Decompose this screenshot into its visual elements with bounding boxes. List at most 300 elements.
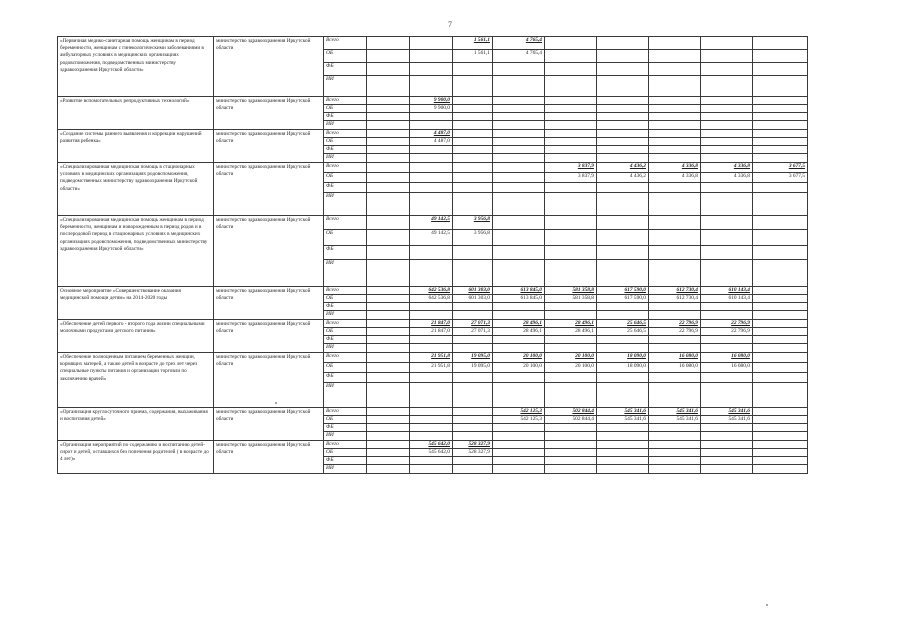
funding-source-label: ОБ	[324, 50, 367, 63]
amount-cell	[753, 320, 808, 328]
amount-cell	[597, 441, 649, 449]
funding-source-label: ИИ	[324, 432, 367, 441]
amount-cell	[545, 336, 597, 344]
amount-cell: 542 125,3	[493, 416, 545, 424]
amount-cell	[649, 230, 701, 246]
amount-cell: 16 080,0	[701, 353, 753, 363]
amount-cell	[493, 216, 545, 230]
amount-cell: 9 900,0	[410, 105, 453, 113]
funding-source-label: ИИ	[324, 465, 367, 474]
amount-cell	[367, 465, 410, 474]
amount-cell	[597, 63, 649, 76]
amount-cell: 612 730,4	[649, 287, 701, 295]
amount-cell: 16 080,0	[649, 353, 701, 363]
amount-cell	[545, 130, 597, 138]
amount-cell	[701, 424, 753, 432]
amount-cell	[410, 37, 453, 50]
amount-cell	[410, 408, 453, 416]
funding-source-label: ОБ	[324, 363, 367, 373]
amount-cell: 28 496,1	[493, 320, 545, 328]
amount-cell	[753, 246, 808, 260]
amount-cell	[649, 97, 701, 105]
amount-cell: 4 487,0	[410, 130, 453, 138]
amount-cell	[453, 163, 493, 173]
amount-cell	[701, 260, 753, 287]
amount-cell	[597, 121, 649, 130]
amount-cell	[410, 154, 453, 163]
amount-cell	[493, 63, 545, 76]
responsible-executor: министерство здравоохранения Иркутской области	[214, 163, 324, 216]
amount-cell	[597, 424, 649, 432]
funding-source-label: ИИ	[324, 383, 367, 408]
amount-cell	[701, 465, 753, 474]
amount-cell	[453, 336, 493, 344]
program-description: «Обеспечение полноценным питанием беременных женщин, кормящих матерей, а также детей в возрасте до трех лет через специальные пункты питания и организации торговли по заключению врачей»	[58, 353, 214, 408]
funding-source-label: ОБ	[324, 328, 367, 336]
amount-cell: 20 100,0	[545, 363, 597, 373]
amount-cell	[753, 130, 808, 138]
amount-cell: 4 436,2	[597, 163, 649, 173]
responsible-executor: министерство здравоохранения Иркутской области	[214, 216, 324, 287]
amount-cell	[753, 449, 808, 457]
amount-cell: 610 143,4	[701, 287, 753, 295]
amount-cell	[753, 138, 808, 146]
amount-cell	[493, 303, 545, 311]
amount-cell	[493, 260, 545, 287]
amount-cell	[367, 311, 410, 320]
amount-cell	[649, 373, 701, 383]
funding-source-label: Всего	[324, 130, 367, 138]
amount-cell	[545, 97, 597, 105]
amount-cell	[545, 246, 597, 260]
amount-cell: 18 090,0	[597, 363, 649, 373]
amount-cell	[545, 465, 597, 474]
amount-cell	[367, 246, 410, 260]
scan-speck	[275, 402, 277, 404]
amount-cell	[701, 76, 753, 97]
amount-cell	[453, 113, 493, 121]
amount-cell	[410, 246, 453, 260]
amount-cell	[367, 50, 410, 63]
amount-cell	[453, 246, 493, 260]
amount-cell	[753, 260, 808, 287]
amount-cell	[701, 183, 753, 193]
amount-cell	[753, 465, 808, 474]
amount-cell: 4 765,4	[493, 50, 545, 63]
funding-source-label: ФБ	[324, 246, 367, 260]
amount-cell	[410, 183, 453, 193]
amount-cell	[597, 260, 649, 287]
amount-cell	[410, 373, 453, 383]
amount-cell	[367, 163, 410, 173]
amount-cell	[367, 193, 410, 216]
amount-cell	[753, 383, 808, 408]
amount-cell	[597, 344, 649, 353]
amount-cell	[753, 216, 808, 230]
amount-cell	[367, 230, 410, 246]
amount-cell: 545 642,0	[410, 441, 453, 449]
amount-cell	[367, 424, 410, 432]
amount-cell: 21 847,0	[410, 320, 453, 328]
amount-cell	[493, 154, 545, 163]
amount-cell	[701, 154, 753, 163]
amount-cell	[701, 311, 753, 320]
amount-cell	[545, 432, 597, 441]
amount-cell	[453, 303, 493, 311]
funding-source-label: ФБ	[324, 373, 367, 383]
amount-cell	[649, 113, 701, 121]
amount-cell: 4 336,8	[649, 173, 701, 183]
amount-cell: 18 090,0	[597, 353, 649, 363]
funding-source-label: Всего	[324, 320, 367, 328]
amount-cell	[493, 457, 545, 465]
amount-cell	[649, 146, 701, 154]
program-description: «Организация мероприятий по содержанию и воспитанию детей-сирот и детей, оставшихся без попечения родителей ( в возрасте до 4 лет)»	[58, 441, 214, 474]
amount-cell	[545, 344, 597, 353]
amount-cell	[545, 113, 597, 121]
funding-source-label: ОБ	[324, 230, 367, 246]
amount-cell	[453, 154, 493, 163]
amount-cell: 27 071,3	[453, 320, 493, 328]
funding-source-label: ФБ	[324, 303, 367, 311]
amount-cell	[367, 173, 410, 183]
amount-cell	[649, 138, 701, 146]
amount-cell	[367, 105, 410, 113]
amount-cell	[410, 113, 453, 121]
amount-cell	[753, 424, 808, 432]
funding-source-label: ФБ	[324, 336, 367, 344]
amount-cell	[545, 138, 597, 146]
amount-cell	[649, 336, 701, 344]
amount-cell	[545, 63, 597, 76]
amount-cell	[649, 154, 701, 163]
amount-cell	[453, 416, 493, 424]
responsible-executor: министерство здравоохранения Иркутской области	[214, 287, 324, 320]
amount-cell	[545, 146, 597, 154]
amount-cell: 4 765,4	[493, 37, 545, 50]
amount-cell	[597, 146, 649, 154]
amount-cell	[367, 138, 410, 146]
amount-cell: 502 844,4	[545, 416, 597, 424]
amount-cell	[753, 441, 808, 449]
amount-cell	[597, 76, 649, 97]
amount-cell	[453, 63, 493, 76]
amount-cell: 3 837,9	[545, 163, 597, 173]
amount-cell	[545, 303, 597, 311]
amount-cell	[493, 121, 545, 130]
amount-cell	[367, 130, 410, 138]
program-description: Основное мероприятие «Совершенствование оказания медицинской помощи детям» на 2014-2020 годы	[58, 287, 214, 320]
amount-cell	[493, 113, 545, 121]
amount-cell	[597, 193, 649, 216]
amount-cell	[597, 105, 649, 113]
amount-cell	[753, 230, 808, 246]
amount-cell: 545 341,6	[649, 416, 701, 424]
amount-cell: 3 956,8	[453, 230, 493, 246]
amount-cell	[597, 216, 649, 230]
program-description: «Обеспечение детей первого - второго года жизни специальными молочными продуктами детского питания»	[58, 320, 214, 353]
amount-cell	[367, 363, 410, 373]
responsible-executor: министерство здравоохранения Иркутской области	[214, 441, 324, 474]
amount-cell	[410, 424, 453, 432]
funding-source-label: Всего	[324, 97, 367, 105]
amount-cell	[597, 130, 649, 138]
page-number: 7	[448, 20, 452, 29]
amount-cell	[410, 465, 453, 474]
amount-cell: 20 100,0	[545, 353, 597, 363]
program-row-total	[58, 320, 808, 328]
amount-cell	[410, 146, 453, 154]
amount-cell	[753, 63, 808, 76]
amount-cell: 1 561,1	[453, 50, 493, 63]
amount-cell	[597, 246, 649, 260]
amount-cell	[597, 113, 649, 121]
amount-cell	[545, 441, 597, 449]
amount-cell	[367, 295, 410, 303]
amount-cell	[493, 97, 545, 105]
program-row-total	[58, 97, 808, 105]
amount-cell: 20 100,0	[493, 363, 545, 373]
amount-cell	[493, 183, 545, 193]
amount-cell: 4 487,0	[410, 138, 453, 146]
funding-source-label: ФБ	[324, 146, 367, 154]
program-description: «Организация круглосуточного приема, содержания, выхаживания и воспитания детей»	[58, 408, 214, 441]
amount-cell: 617 590,0	[597, 295, 649, 303]
amount-cell	[597, 432, 649, 441]
amount-cell	[410, 303, 453, 311]
amount-cell	[410, 416, 453, 424]
amount-cell	[753, 328, 808, 336]
amount-cell	[410, 344, 453, 353]
amount-cell	[453, 311, 493, 320]
amount-cell	[493, 449, 545, 457]
amount-cell	[410, 383, 453, 408]
amount-cell	[453, 121, 493, 130]
amount-cell	[367, 216, 410, 230]
amount-cell	[367, 408, 410, 416]
amount-cell	[649, 216, 701, 230]
amount-cell	[649, 344, 701, 353]
amount-cell	[410, 457, 453, 465]
amount-cell	[753, 336, 808, 344]
amount-cell	[545, 183, 597, 193]
amount-cell: 16 080,0	[701, 363, 753, 373]
amount-cell	[410, 432, 453, 441]
amount-cell	[410, 50, 453, 63]
amount-cell	[493, 336, 545, 344]
amount-cell: 4 436,2	[597, 173, 649, 183]
amount-cell	[649, 424, 701, 432]
amount-cell: 610 143,4	[701, 295, 753, 303]
amount-cell: 28 496,1	[545, 320, 597, 328]
amount-cell	[753, 97, 808, 105]
amount-cell	[649, 457, 701, 465]
program-row-total	[58, 130, 808, 138]
amount-cell	[753, 113, 808, 121]
amount-cell: 49 142,5	[410, 216, 453, 230]
amount-cell	[453, 173, 493, 183]
amount-cell	[701, 63, 753, 76]
amount-cell	[493, 105, 545, 113]
amount-cell	[753, 373, 808, 383]
funding-source-label: ФБ	[324, 424, 367, 432]
amount-cell: 642 536,8	[410, 295, 453, 303]
amount-cell	[649, 303, 701, 311]
funding-source-label: ФБ	[324, 457, 367, 465]
amount-cell	[597, 311, 649, 320]
amount-cell	[493, 230, 545, 246]
amount-cell	[597, 154, 649, 163]
amount-cell	[701, 105, 753, 113]
amount-cell	[493, 173, 545, 183]
amount-cell: 22 796,9	[701, 320, 753, 328]
funding-source-label: Всего	[324, 37, 367, 50]
funding-source-label: ИИ	[324, 154, 367, 163]
amount-cell	[410, 311, 453, 320]
amount-cell	[701, 441, 753, 449]
amount-cell: 19 095,0	[453, 363, 493, 373]
amount-cell	[649, 246, 701, 260]
amount-cell	[545, 37, 597, 50]
amount-cell	[410, 121, 453, 130]
responsible-executor: министерство здравоохранения Иркутской области	[214, 408, 324, 441]
program-description: «Специализированная медицинская помощь женщинам в период беременности, женщинам и новорожденным в период родов и в послеродовой период в стационарных условиях в медицинских организациях родовспоможения, подведомственных министерству здравоохранения Иркутской области»	[58, 216, 214, 287]
amount-cell: 545 341,6	[597, 416, 649, 424]
funding-source-label: ИИ	[324, 311, 367, 320]
amount-cell	[545, 383, 597, 408]
amount-cell	[753, 50, 808, 63]
amount-cell	[753, 121, 808, 130]
funding-source-label: Всего	[324, 353, 367, 363]
funding-source-label: Всего	[324, 163, 367, 173]
amount-cell: 545 341,6	[701, 416, 753, 424]
amount-cell	[367, 37, 410, 50]
amount-cell	[493, 465, 545, 474]
amount-cell	[367, 373, 410, 383]
amount-cell	[367, 183, 410, 193]
amount-cell: 545 642,0	[410, 449, 453, 457]
amount-cell	[597, 50, 649, 63]
amount-cell	[453, 138, 493, 146]
amount-cell	[545, 230, 597, 246]
amount-cell	[701, 344, 753, 353]
funding-source-label: ИИ	[324, 76, 367, 97]
amount-cell	[597, 230, 649, 246]
amount-cell	[493, 138, 545, 146]
amount-cell	[453, 105, 493, 113]
amount-cell	[367, 449, 410, 457]
amount-cell	[649, 449, 701, 457]
amount-cell	[545, 76, 597, 97]
responsible-executor: министерство здравоохранения Иркутской области	[214, 353, 324, 408]
amount-cell	[453, 130, 493, 138]
responsible-executor: министерство здравоохранения Иркутской области	[214, 37, 324, 97]
program-description: «Специализированная медицинская помощь в стационарных условиях в медицинских организациях родовспоможения, подведомственных министерству здравоохранения Иркутской области»	[58, 163, 214, 216]
amount-cell	[453, 465, 493, 474]
amount-cell: 545 341,6	[597, 408, 649, 416]
amount-cell	[597, 457, 649, 465]
funding-source-label: ОБ	[324, 449, 367, 457]
amount-cell	[367, 146, 410, 154]
amount-cell: 25 646,5	[597, 328, 649, 336]
amount-cell	[410, 63, 453, 76]
amount-cell	[753, 408, 808, 416]
amount-cell	[367, 328, 410, 336]
amount-cell	[453, 408, 493, 416]
amount-cell	[367, 353, 410, 363]
amount-cell: 613 845,0	[493, 287, 545, 295]
amount-cell: 3 956,8	[453, 216, 493, 230]
amount-cell	[367, 63, 410, 76]
funding-source-label: ОБ	[324, 295, 367, 303]
responsible-executor: министерство здравоохранения Иркутской области	[214, 97, 324, 130]
program-row-total	[58, 408, 808, 416]
amount-cell	[367, 97, 410, 105]
amount-cell	[753, 344, 808, 353]
amount-cell	[453, 383, 493, 408]
amount-cell	[410, 173, 453, 183]
amount-cell: 21 951,8	[410, 363, 453, 373]
amount-cell: 22 796,9	[649, 320, 701, 328]
amount-cell	[493, 246, 545, 260]
amount-cell: 3 837,9	[545, 173, 597, 183]
amount-cell	[545, 105, 597, 113]
program-row-total	[58, 163, 808, 173]
funding-source-label: ИИ	[324, 344, 367, 353]
funding-source-label: ФБ	[324, 113, 367, 121]
funding-source-label: ОБ	[324, 173, 367, 183]
funding-source-label: Всего	[324, 216, 367, 230]
amount-cell	[493, 383, 545, 408]
amount-cell	[597, 465, 649, 474]
amount-cell	[493, 146, 545, 154]
amount-cell	[701, 373, 753, 383]
funding-source-label: ФБ	[324, 183, 367, 193]
funding-source-label: ОБ	[324, 105, 367, 113]
amount-cell	[453, 344, 493, 353]
amount-cell	[367, 154, 410, 163]
amount-cell	[493, 130, 545, 138]
amount-cell	[367, 383, 410, 408]
amount-cell: 581 358,8	[545, 287, 597, 295]
amount-cell	[453, 457, 493, 465]
amount-cell: 601 303,0	[453, 295, 493, 303]
amount-cell	[367, 432, 410, 441]
funding-source-label: ИИ	[324, 121, 367, 130]
amount-cell: 1 561,1	[453, 37, 493, 50]
amount-cell	[649, 260, 701, 287]
program-row-total	[58, 353, 808, 363]
amount-cell	[753, 295, 808, 303]
amount-cell	[701, 457, 753, 465]
budget-table	[57, 36, 808, 474]
responsible-executor: министерство здравоохранения Иркутской области	[214, 130, 324, 163]
amount-cell	[545, 154, 597, 163]
program-row-total	[58, 287, 808, 295]
amount-cell	[545, 50, 597, 63]
amount-cell	[753, 37, 808, 50]
amount-cell	[410, 336, 453, 344]
amount-cell	[493, 193, 545, 216]
amount-cell	[367, 113, 410, 121]
amount-cell	[701, 113, 753, 121]
amount-cell	[367, 287, 410, 295]
amount-cell	[410, 76, 453, 97]
amount-cell	[649, 311, 701, 320]
amount-cell	[701, 121, 753, 130]
amount-cell	[701, 138, 753, 146]
amount-cell	[701, 303, 753, 311]
